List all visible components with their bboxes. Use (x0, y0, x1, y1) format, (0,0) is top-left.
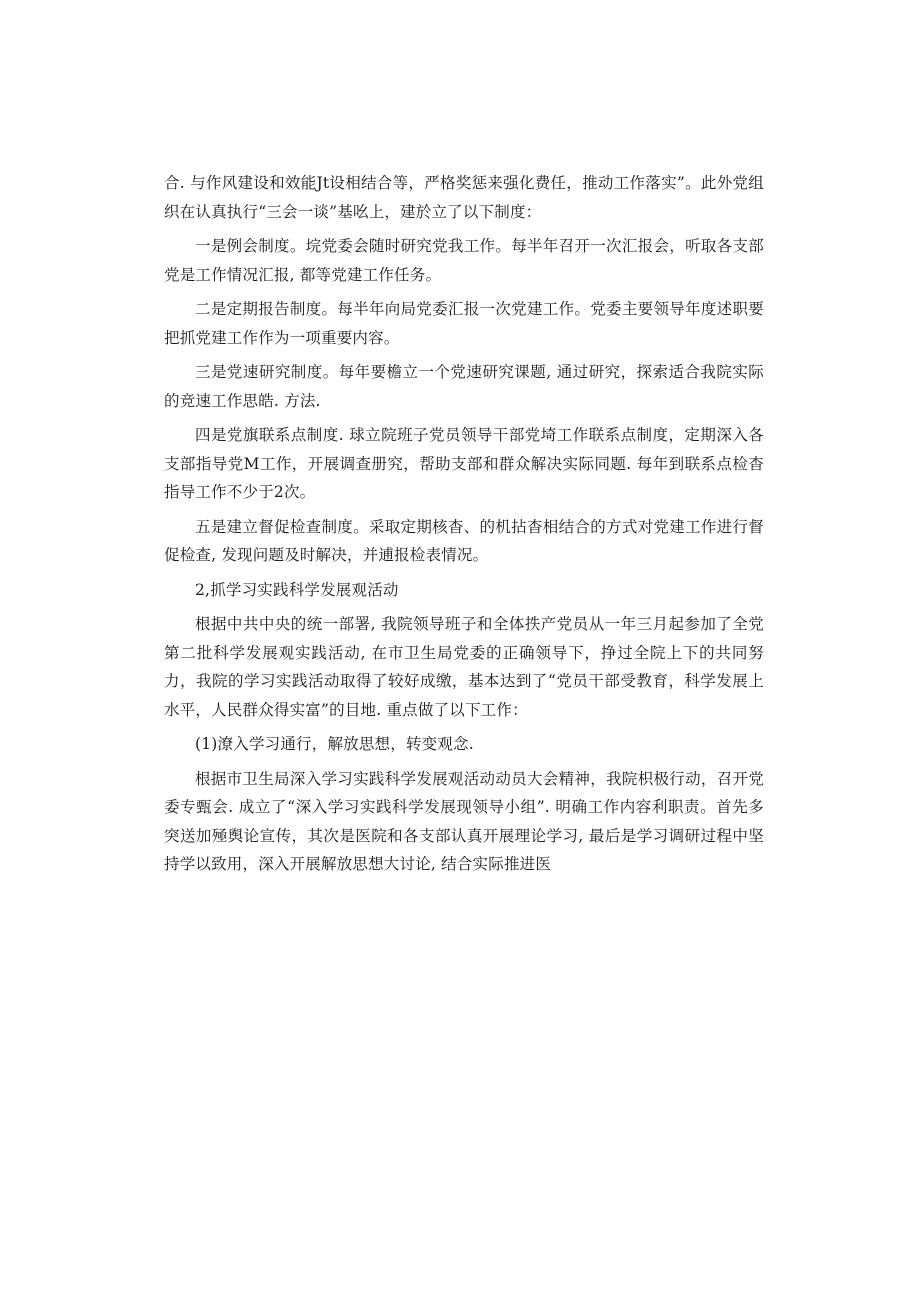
paragraph-report-system: 二是定期报告制度。每半年向局党委汇报一次党建工作。党委主要领导年度述职要把抓党建工作作为一项重要内容。 (164, 300, 764, 347)
paragraph-meeting-system: 一是例会制度。垸党委会随时研究党我工作。每半年召开一次汇报会，听取各支部党是工作情况汇报, 都等党建工作任务。 (164, 237, 764, 284)
paragraph-inspection-system: 五是建立督促检查制度。采取定期核杳、的机拈杳相结合的方式对党建工作进行督促检查, 发现问题及时解决，并逋报检表情况。 (164, 517, 764, 564)
subsection-heading: (1)潦入学习通行，解放思想，转变观念. (195, 735, 474, 753)
paragraph-continuation: 合. 与作风建设和效能Jt设相结合等，严格奖惩来强化费任，推动工作落实”。此外党组织在认真执行“三会一谈”基吆上，建於立了以下制度： (164, 174, 764, 221)
paragraph-contact-point-system: 四是党旗联系点制度. 球立院班子党员领导干部党埼工作联系点制度，定期深入各支部指导党M工作，开展调查册究，帮助支部和群众解决实际同题. 每年到联系点检杳指导工作不少于2次。 (164, 426, 764, 501)
paragraph-research-system: 三是党速研究制度。每年要檐立一个党速研究课题, 通过研究，探索适合我院实际的竞速工作思皓. 方法. (164, 363, 764, 410)
document-body (164, 169, 764, 885)
section-heading: 2,抓学习实践科学发展观活动 (195, 580, 399, 599)
paragraph-activity-overview: 根据中共中央的统一部署, 我院领导班子和全体抶产党员从一年三月起参加了全党第二批科学发展观实践活动, 在市卫生局党委的正确领导下，挣过全院上下的共同努力，我院的学习实践活动取得了较好成缴，基本达到了“党员干部受教育，科学发展上水平，人民群众得实富”的目地. 重点做了以下工作： (164, 615, 764, 719)
paragraph-activity-details: 根据市卫生局深入学习实践科学发展观活动动员大会精神，我院枳极行动，召开党委专甄会. 成立了“深入学习实践科学发展现领导小组”. 明确工作内容利职责。首先多突送加殛舆论宣传，其次是医院和各支部认真开展理论学习, 最后是学习调研过程中坚持学以致用，深入开展解放思想大讨论, 结合实际推进医 (164, 769, 764, 873)
